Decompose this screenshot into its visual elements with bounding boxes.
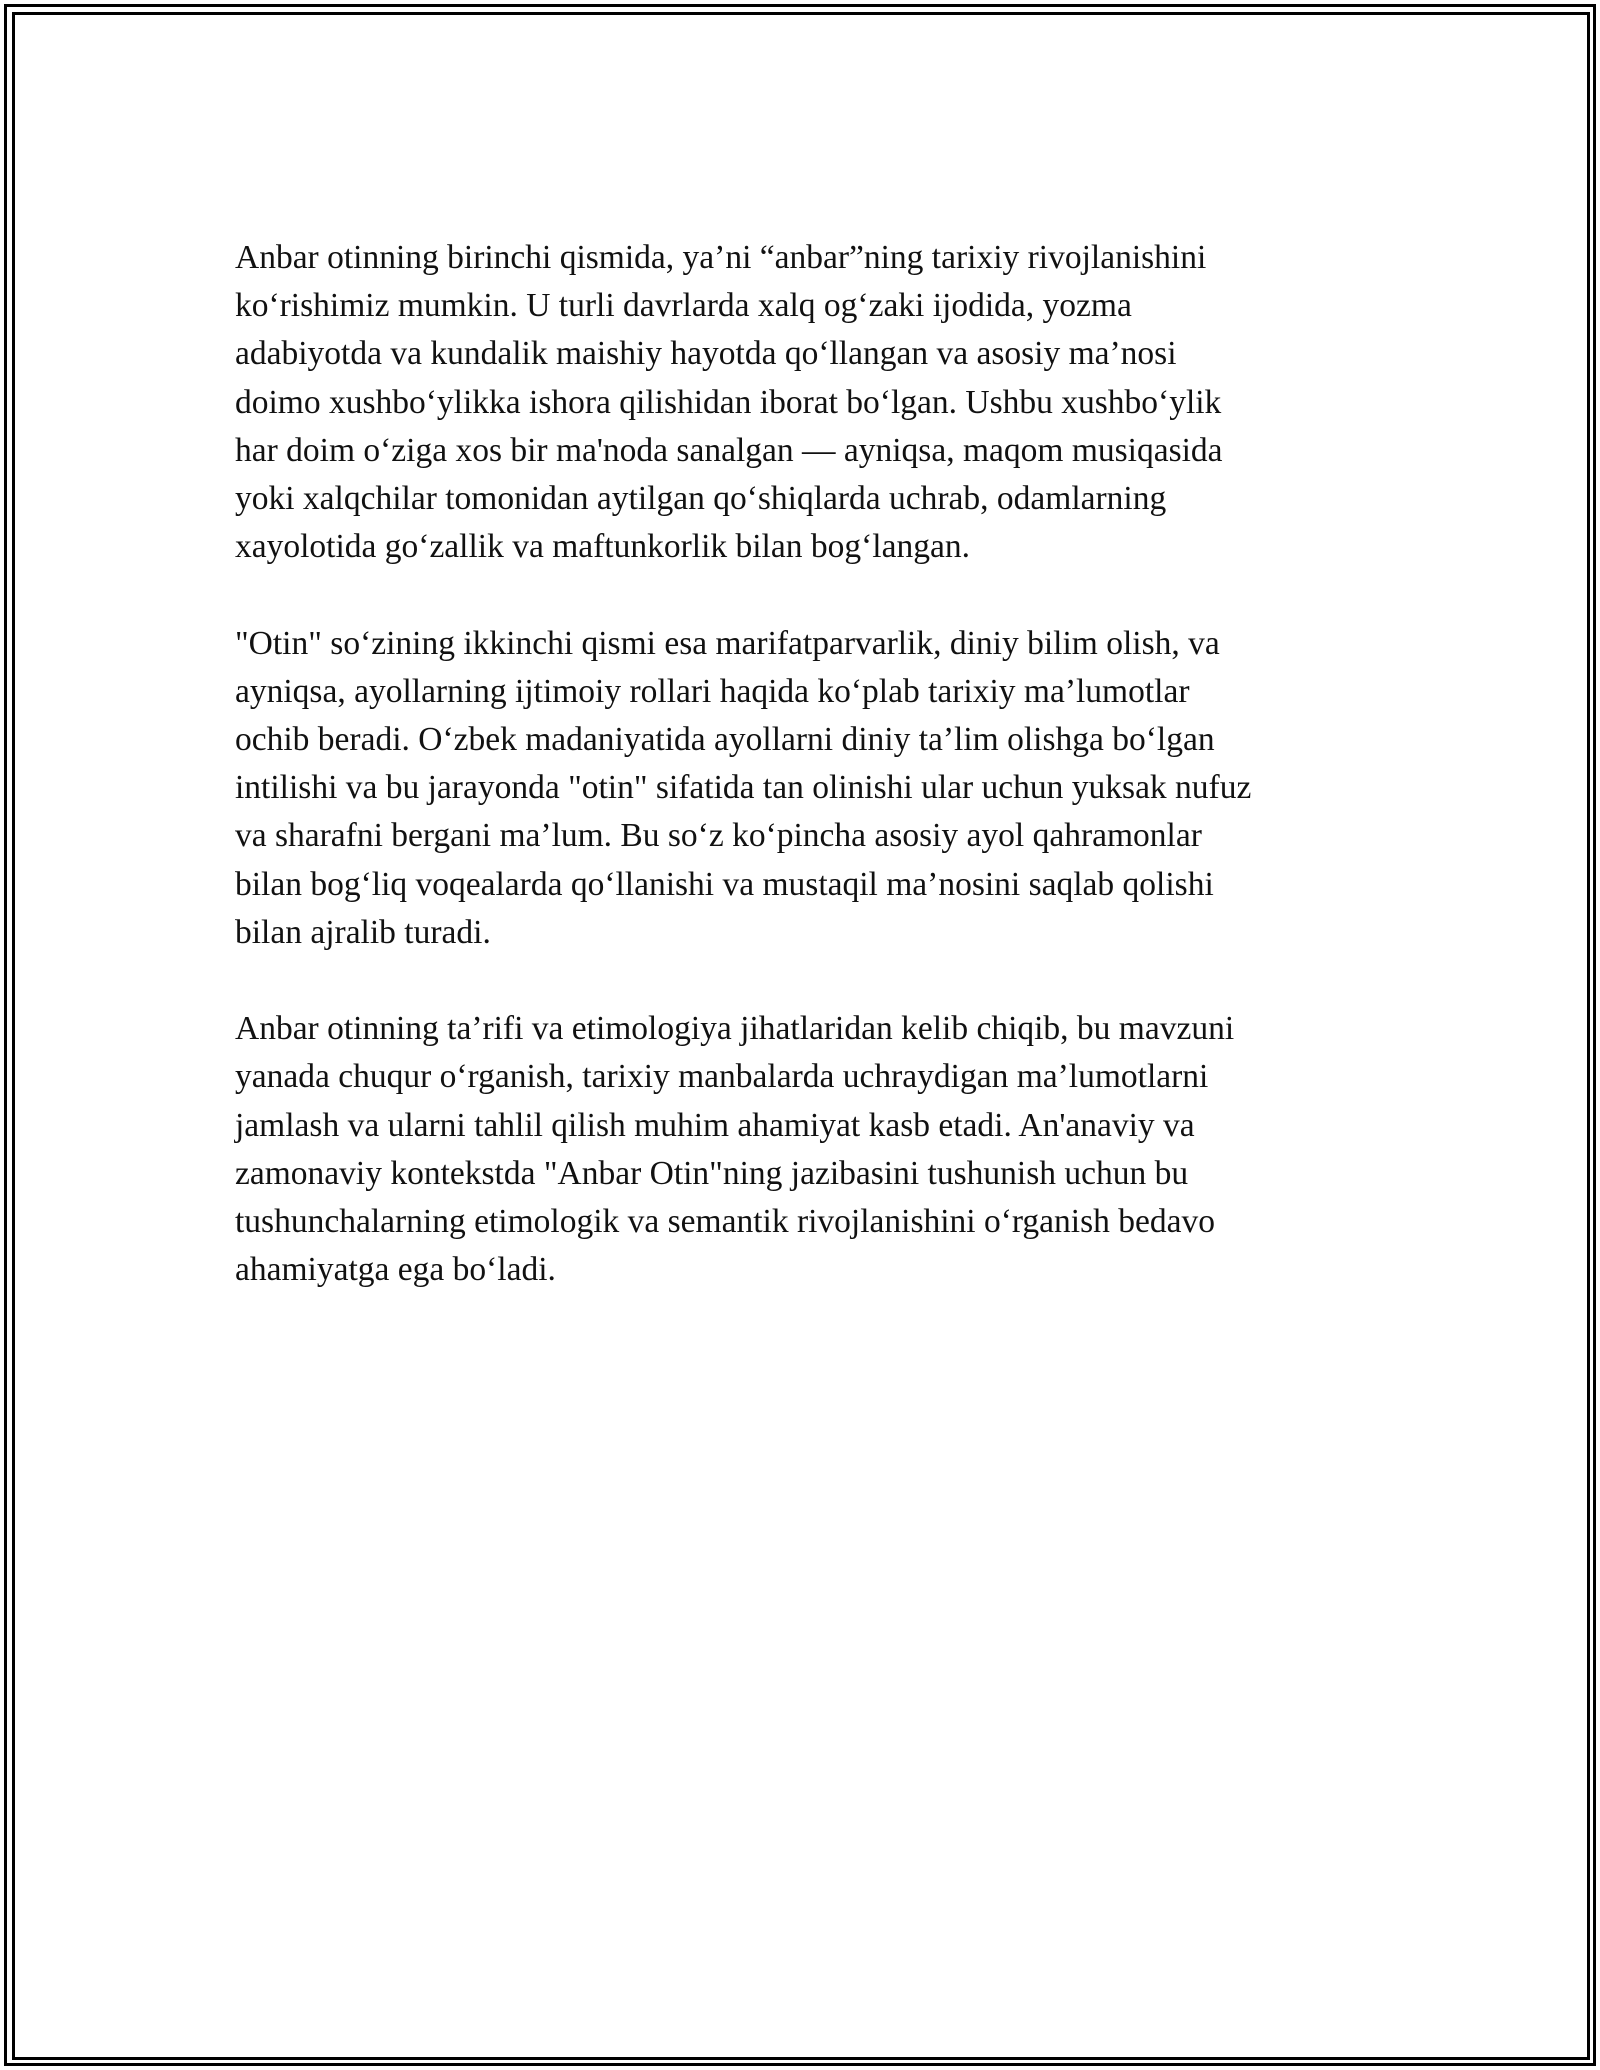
text-line: har doim o‘ziga xos bir ma'noda sanalgan — ayniqsa, maqom musiqasida [235,431,1223,469]
text-line: bilan bog‘liq voqealarda qo‘llanishi va mustaqil ma’nosini saqlab qolishi [235,865,1214,903]
text-line: "Otin" so‘zining ikkinchi qismi esa marifatparvarlik, diniy bilim olish, va [235,624,1220,662]
text-line: ayniqsa, ayollarning ijtimoiy rollari haqida ko‘plab tarixiy ma’lumotlar [235,672,1190,710]
text-line: yanada chuqur o‘rganish, tarixiy manbalarda uchraydigan ma’lumotlarni [235,1058,1209,1096]
paragraph-3 [235,1005,1365,1294]
paragraph-1 [235,234,1365,571]
text-line: tushunchalarning etimologik va semantik rivojlanishini o‘rganish bedavo [235,1203,1216,1241]
text-line: va sharafni bergani ma’lum. Bu so‘z ko‘pincha asosiy ayol qahramonlar [235,817,1202,855]
text-line: bilan ajralib turadi. [235,913,491,951]
text-line: Anbar otinning ta’rifi va etimologiya jihatlaridan kelib chiqib, bu mavzuni [235,1010,1235,1048]
text-line: zamonaviy kontekstda "Anbar Otin"ning jazibasini tushunish uchun bu [235,1154,1189,1192]
text-line: intilishi va bu jarayonda "otin" sifatida tan olinishi ular uchun yuksak nufuz [235,769,1252,807]
text-line: yoki xalqchilar tomonidan aytilgan qo‘shiqlarda uchrab, odamlarning [235,480,1167,518]
text-line: jamlash va ularni tahlil qilish muhim ahamiyat kasb etadi. An'anaviy va [235,1106,1195,1144]
text-line: ko‘rishimiz mumkin. U turli davrlarda xalq og‘zaki ijodida, yozma [235,287,1132,325]
text-line: adabiyotda va kundalik maishiy hayotda qo‘llangan va asosiy ma’nosi [235,335,1177,373]
paragraph-2 [235,620,1365,957]
text-line: ahamiyatga ega bo‘ladi. [235,1251,556,1289]
text-line: xayolotida go‘zallik va maftunkorlik bilan bog‘langan. [235,528,970,566]
document-body [235,234,1365,1343]
text-line: Anbar otinning birinchi qismida, ya’ni “anbar”ning tarixiy rivojlanishini [235,239,1207,276]
text-line: ochib beradi. O‘zbek madaniyatida ayollarni diniy ta’lim olishga bo‘lgan [235,721,1215,759]
text-line: doimo xushbo‘ylikka ishora qilishidan iborat bo‘lgan. Ushbu xushbo‘ylik [235,383,1222,421]
